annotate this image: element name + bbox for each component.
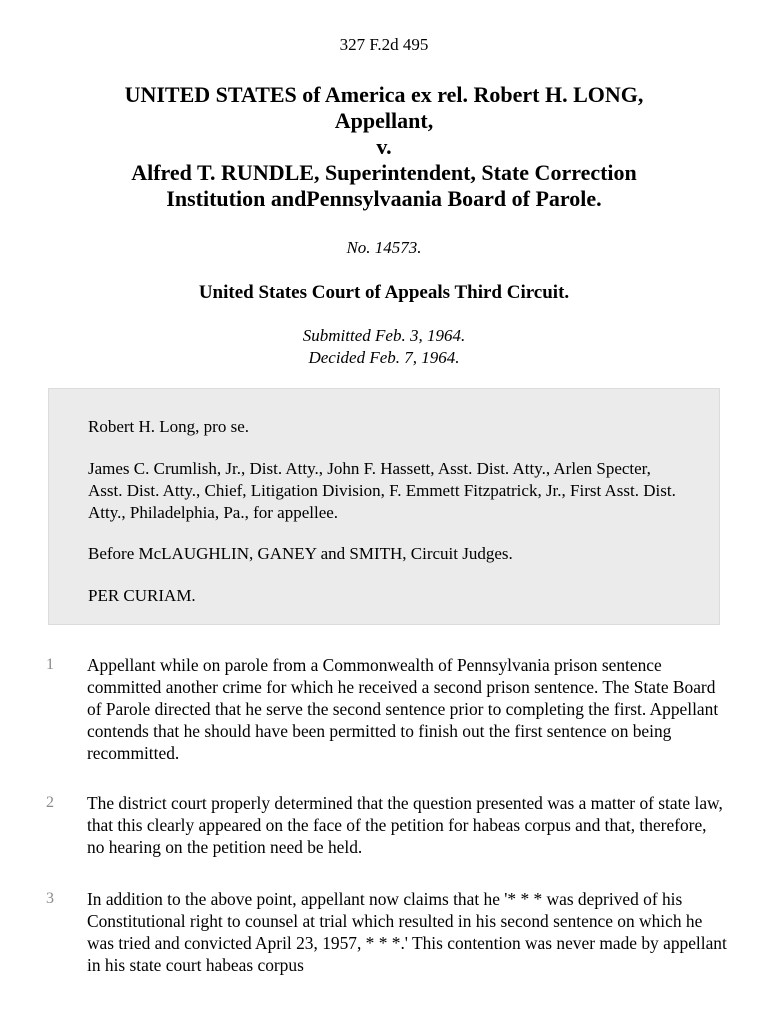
decided-date: Decided Feb. 7, 1964. — [308, 348, 460, 367]
judges-panel: Before McLAUGHLIN, GANEY and SMITH, Circuit Judges. — [88, 544, 513, 563]
caption-line-versus: v. — [376, 134, 392, 159]
caption-line-appellant-role: Appellant, — [334, 108, 434, 133]
counsel-panel — [48, 388, 720, 625]
paragraph-number: 2 — [46, 794, 54, 811]
submitted-date: Submitted Feb. 3, 1964. — [302, 326, 466, 345]
caption-line-appellee-institution: Institution andPennsylvaania Board of Parole. — [166, 186, 602, 211]
case-citation: 327 F.2d 495 — [339, 35, 429, 54]
paragraph-number: 1 — [46, 656, 54, 673]
caption-line-appellant-name: UNITED STATES of America ex rel. Robert H. LONG, — [124, 82, 644, 107]
court-name: United States Court of Appeals Third Circuit. — [198, 282, 570, 303]
paragraph-number: 3 — [46, 890, 54, 907]
paragraph-text: Appellant while on parole from a Commonwealth of Pennsylvania prison sentence committed another crime for which he received a second prison sentence. The State Board of Parole directed that he serve the second sentence prior to completing the first. Appellant contends that he should have been permitted to finish out the first sentence on being recommitted. — [87, 655, 719, 763]
paragraph-text: In addition to the above point, appellant now claims that he '* * * was deprived of his Constitutional right to counsel at trial which resulted in his second sentence on which he was tried and convicted April 23, 1957, * * *.' This contention was never made by appellant in his state court habeas corpus — [87, 889, 727, 975]
docket-number: No. 14573. — [346, 238, 422, 257]
case-dates — [0, 325, 768, 369]
pro-se-counsel: Robert H. Long, pro se. — [88, 417, 250, 436]
case-caption — [60, 82, 708, 212]
caption-line-appellee-name: Alfred T. RUNDLE, Superintendent, State Correction — [131, 160, 637, 185]
paragraph-text: The district court properly determined that the question presented was a matter of state law, that this clearly appeared on the face of the petition for habeas corpus and that, therefore, no hearing on the petition need be held. — [87, 793, 723, 857]
appellee-counsel: James C. Crumlish, Jr., Dist. Atty., John F. Hassett, Asst. Dist. Atty., Arlen Specter, Asst. Dist. Atty., Chief, Litigation Division, F. Emmett Fitzpatrick, Jr., First Asst. Dist. Atty., Philadelphia, Pa., for appellee. — [88, 459, 676, 522]
per-curiam: PER CURIAM. — [88, 586, 196, 605]
